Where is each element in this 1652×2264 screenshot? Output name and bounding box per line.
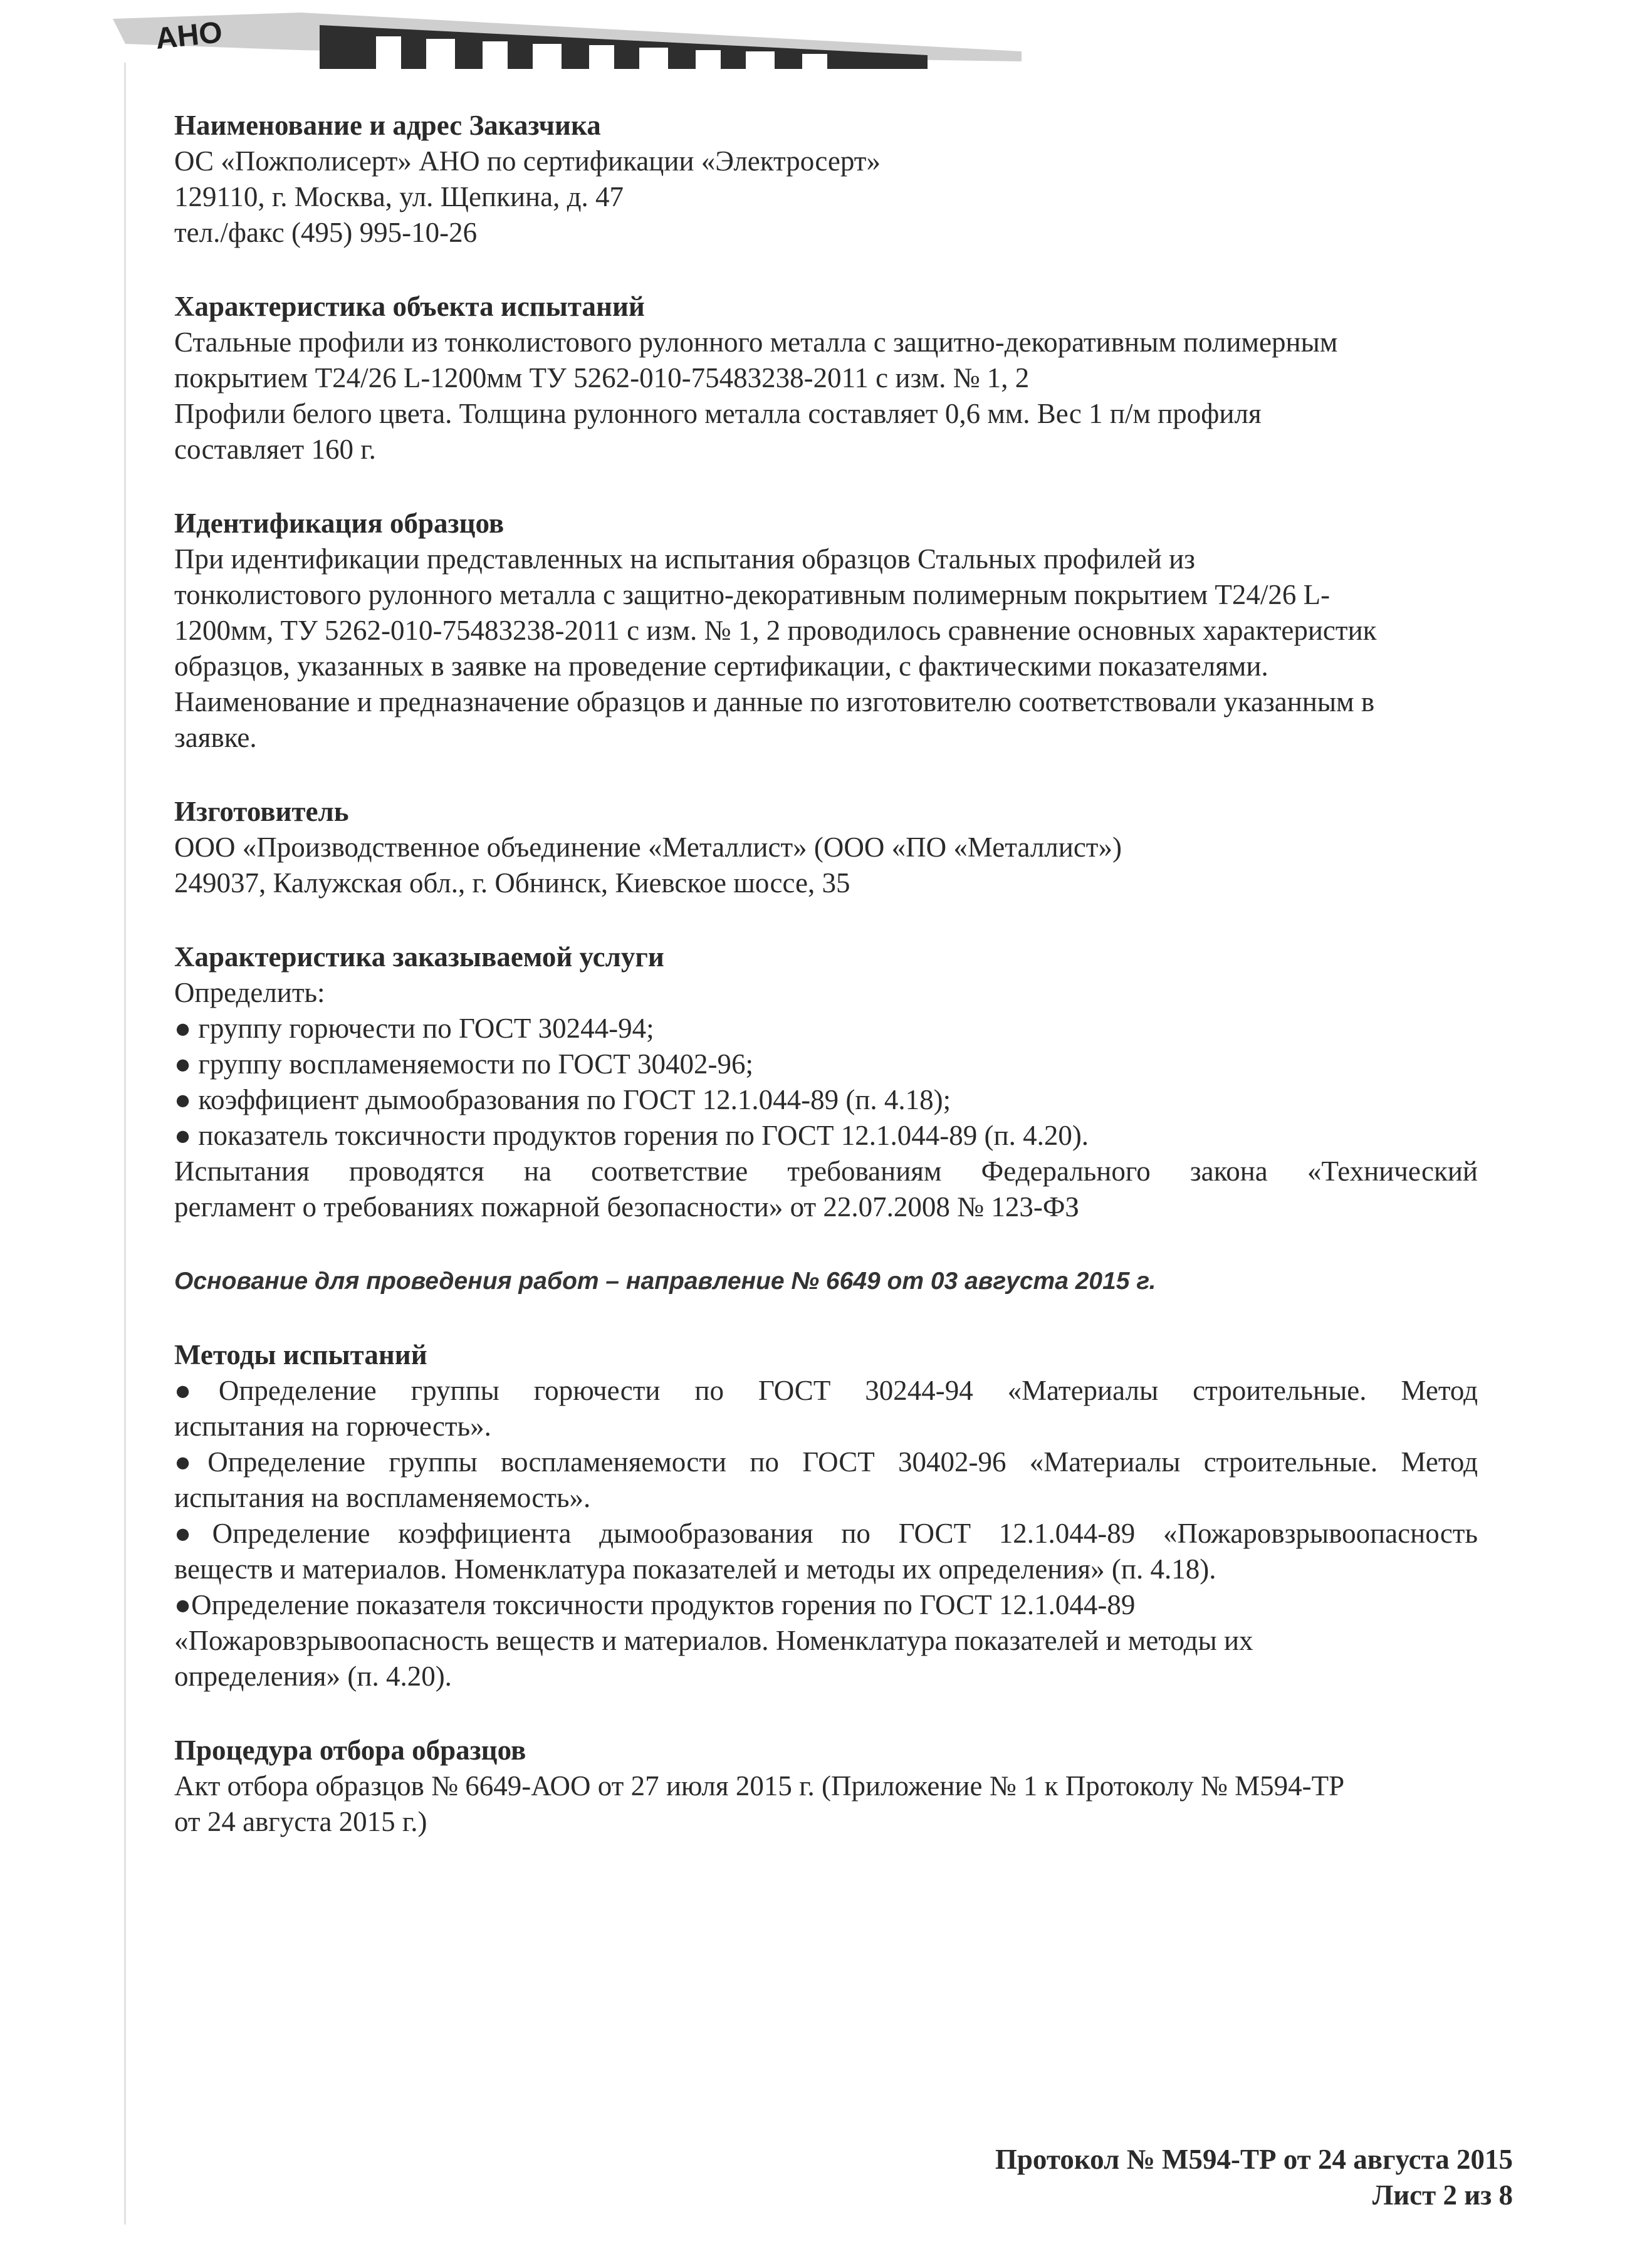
method-item-line: ●Определение группы воспламеняемости по ГОСТ 30402-96 «Материалы строительные. Метод (174, 1446, 1478, 1478)
customer-section (174, 108, 1478, 251)
method-item-line: ●Определение показателя токсичности продуктов горения по ГОСТ 12.1.044-89 (174, 1589, 1136, 1620)
service-bullet: ● показатель токсичности продуктов горения по ГОСТ 12.1.044-89 (п. 4.20). (174, 1120, 1089, 1151)
sheet-number: Лист 2 из 8 (1372, 2179, 1513, 2211)
customer-line: тел./факс (495) 995-10-26 (174, 217, 478, 248)
identification-line: тонколистового рулонного металла с защитно-декоративным полимерным покрытием Т24/26 L- (174, 579, 1330, 610)
sampling-section (174, 1733, 1478, 1840)
customer-line: 129110, г. Москва, ул. Щепкина, д. 47 (174, 181, 624, 212)
sampling-line: от 24 августа 2015 г.) (174, 1806, 427, 1837)
service-bullet: ● коэффициент дымообразования по ГОСТ 12.1.044-89 (п. 4.18); (174, 1084, 951, 1115)
method-item-line: ●Определение группы горючести по ГОСТ 30244-94 «Материалы строительные. Метод (174, 1375, 1478, 1406)
method-item-line: ●Определение коэффициента дымообразования по ГОСТ 12.1.044-89 «Пожаровзрывоопасность (174, 1518, 1478, 1549)
work-basis-text: Основание для проведения работ – направление № 6649 от 03 августа 2015 г. (174, 1268, 1156, 1295)
document-body (174, 108, 1478, 1840)
customer-line: ОС «Пожполисерт» АНО по сертификации «Электросерт» (174, 145, 881, 177)
identification-line: Наименование и предназначение образцов и данные по изготовителю соответствовали указанным в (174, 686, 1375, 717)
header-stamp (113, 6, 1022, 69)
object-line: Профили белого цвета. Толщина рулонного металла составляет 0,6 мм. Вес 1 п/м профиля (174, 398, 1262, 429)
identification-line: 1200мм, ТУ 5262-010-75483238-2011 с изм. № 1, 2 проводилось сравнение основных характеристик (174, 615, 1377, 646)
method-item-line: испытания на горючесть». (174, 1411, 491, 1442)
identification-line: заявке. (174, 722, 257, 753)
method-item-line: «Пожаровзрывоопасность веществ и материалов. Номенклатура показателей и методы их (174, 1625, 1253, 1656)
identification-section (174, 506, 1478, 756)
methods-heading: Методы испытаний (174, 1339, 427, 1370)
object-line: составляет 160 г. (174, 434, 376, 465)
service-note-line: Испытания проводятся на соответствие требованиям Федерального закона «Технический (174, 1155, 1478, 1187)
sampling-line: Акт отбора образцов № 6649-АОО от 27 июля 2015 г. (Приложение № 1 к Протоколу № М594-ТР (174, 1770, 1345, 1802)
identification-line: образцов, указанных в заявке на проведение сертификации, с фактическими показателями. (174, 650, 1268, 682)
scan-edge-line (124, 63, 126, 2225)
method-item-line: испытания на воспламеняемость». (174, 1482, 591, 1513)
page-footer (995, 2142, 1513, 2213)
identification-line: При идентификации представленных на испытания образцов Стальных профилей из (174, 543, 1195, 575)
object-line: покрытием Т24/26 L-1200мм ТУ 5262-010-75483238-2011 с изм. № 1, 2 (174, 362, 1030, 394)
protocol-reference: Протокол № М594-ТР от 24 августа 2015 (995, 2144, 1513, 2175)
sampling-heading: Процедура отбора образцов (174, 1735, 526, 1766)
stamp-banner-graphic (113, 6, 1022, 69)
service-note-line: регламент о требованиях пожарной безопасности» от 22.07.2008 № 123-ФЗ (174, 1191, 1079, 1223)
method-item-line: веществ и материалов. Номенклатура показателей и методы их определения» (п. 4.18). (174, 1553, 1216, 1585)
stamp-text: АНО (154, 16, 224, 56)
methods-section (174, 1337, 1478, 1694)
manufacturer-line: ООО «Производственное объединение «Металлист» (ООО «ПО «Металлист») (174, 832, 1122, 863)
service-bullet: ● группу воспламеняемости по ГОСТ 30402-96; (174, 1048, 754, 1080)
object-heading: Характеристика объекта испытаний (174, 291, 645, 322)
manufacturer-line: 249037, Калужская обл., г. Обнинск, Киевское шоссе, 35 (174, 867, 850, 899)
service-bullet: ● группу горючести по ГОСТ 30244-94; (174, 1013, 654, 1044)
service-heading: Характеристика заказываемой услуги (174, 941, 664, 973)
manufacturer-heading: Изготовитель (174, 796, 349, 827)
object-line: Стальные профили из тонколистового рулонного металла с защитно-декоративным полимерным (174, 326, 1338, 358)
method-item-line: определения» (п. 4.20). (174, 1661, 452, 1692)
identification-heading: Идентификация образцов (174, 508, 504, 539)
service-section (174, 939, 1478, 1225)
object-section (174, 289, 1478, 467)
service-intro: Определить: (174, 977, 325, 1008)
customer-heading: Наименование и адрес Заказчика (174, 110, 601, 141)
basis-section (174, 1263, 1478, 1299)
manufacturer-section (174, 794, 1478, 901)
